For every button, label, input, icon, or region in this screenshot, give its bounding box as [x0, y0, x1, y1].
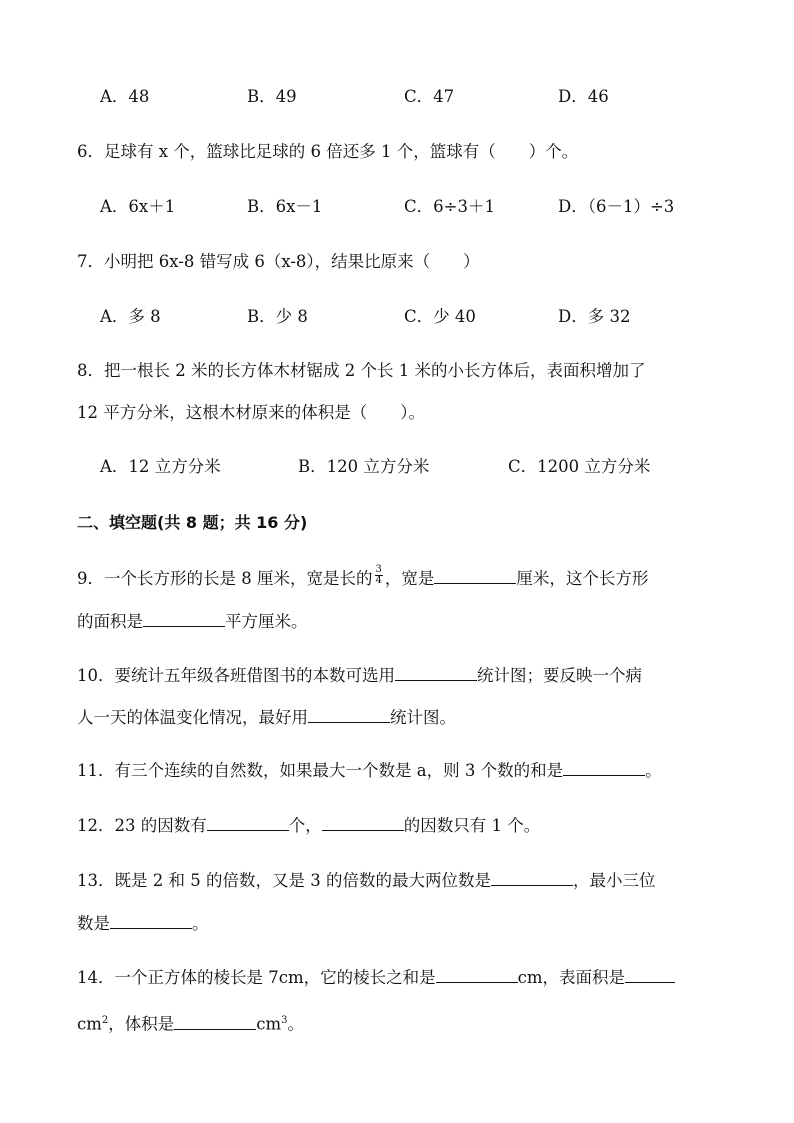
q14-line1 [77, 966, 675, 989]
q10-text-b: 统计图；要反映一个病 [477, 666, 642, 685]
q10-text-c: 人一天的体温变化情况，最好用 [77, 708, 308, 727]
q14-text-a: 14．一个正方体的棱长是 7cm，它的棱长之和是 [77, 968, 436, 987]
q9-fraction [375, 565, 383, 586]
q11-line [77, 759, 662, 782]
q14-text-b: cm，表面积是 [517, 968, 626, 987]
q7-option-a: A．多 8 [100, 307, 161, 326]
q12-text-a: 12．23 的因数有 [77, 816, 207, 835]
q11-text-b: 。 [645, 761, 662, 780]
q9-text-c: 厘米，这个长方形 [516, 569, 649, 588]
q13-text-c: 数是 [77, 914, 110, 933]
q8-option-b: B．120 立方分米 [298, 457, 430, 476]
q6-option-c: C．6÷3＋1 [404, 197, 495, 216]
q7-option-d: D．多 32 [558, 307, 631, 326]
q13-text-a: 13．既是 2 和 5 的倍数，又是 3 的倍数的最大两位数是 [77, 871, 491, 890]
q5-option-d: D．46 [558, 87, 609, 106]
q9-line2 [77, 610, 308, 633]
q10-line2 [77, 706, 456, 729]
q9-line1 [77, 564, 649, 590]
q11-blank[interactable] [563, 759, 645, 776]
q5-option-c: C．47 [404, 87, 455, 106]
q14-superscript-3: 3 [281, 1015, 288, 1026]
q10-text-d: 统计图。 [390, 708, 456, 727]
q12-text-b: 个， [288, 816, 322, 835]
q12-line [77, 814, 540, 837]
q9-blank-2[interactable] [143, 610, 225, 627]
q6-option-a: A．6x＋1 [100, 197, 176, 216]
q6-option-b: B．6x－1 [247, 197, 323, 216]
q13-text-d: 。 [192, 914, 209, 933]
q12-blank-1[interactable] [207, 814, 289, 831]
q13-text-b: ，最小三位 [572, 871, 656, 890]
q14-text-f: 。 [287, 1014, 305, 1034]
q6-stem: 6．足球有 x 个，篮球比足球的 6 倍还多 1 个，篮球有（ ）个。 [77, 142, 579, 161]
q8-option-a: A．12 立方分米 [100, 457, 221, 476]
q8-stem-line1: 8．把一根长 2 米的长方体木材锯成 2 个长 1 米的小长方体后，表面积增加了 [77, 361, 646, 380]
q8-option-c: C．1200 立方分米 [508, 457, 651, 476]
q10-text-a: 10．要统计五年级各班借图书的本数可选用 [77, 666, 395, 685]
q6-option-d: D．（6－1）÷3 [558, 197, 675, 216]
q9-text-d: 的面积是 [77, 612, 143, 631]
q9-blank-1[interactable] [434, 567, 516, 584]
q13-blank-2[interactable] [110, 912, 192, 929]
q10-line1 [77, 664, 642, 687]
section-heading: 二、填空题(共 8 题；共 16 分) [77, 513, 308, 532]
q13-blank-1[interactable] [491, 869, 573, 886]
q12-text-c: 的因数只有 1 个。 [403, 816, 541, 835]
q13-line1 [77, 869, 655, 892]
q9-text-a: 9．一个长方形的长是 8 厘米，宽是长的 [77, 569, 373, 588]
q5-option-a: A．48 [100, 87, 150, 106]
q14-text-c: cm [77, 1014, 102, 1034]
q14-text-e: cm [256, 1014, 282, 1034]
q9-text-b: ，宽是 [384, 569, 435, 588]
q10-blank-2[interactable] [308, 706, 390, 723]
q12-blank-2[interactable] [322, 814, 404, 831]
q9-text-e: 平方厘米。 [225, 612, 308, 631]
q9-frac-denominator: 4 [375, 575, 382, 586]
q10-blank-1[interactable] [395, 664, 477, 681]
q7-stem: 7．小明把 6x-8 错写成 6（x-8），结果比原来（ ） [77, 252, 480, 271]
q11-text-a: 11．有三个连续的自然数，如果最大一个数是 a，则 3 个数的和是 [77, 761, 564, 780]
q5-option-b: B．49 [247, 87, 297, 106]
q13-line2 [77, 912, 209, 935]
q14-superscript-2: 2 [101, 1015, 109, 1026]
q7-option-c: C．少 40 [404, 307, 476, 326]
q14-blank-2[interactable] [625, 966, 675, 983]
q9-frac-numerator: 3 [375, 564, 382, 575]
q7-option-b: B．少 8 [247, 307, 308, 326]
q14-text-d: ，体积是 [108, 1014, 175, 1034]
q14-blank-1[interactable] [436, 966, 518, 983]
q14-line2 [77, 1010, 304, 1036]
q8-stem-line2: 12 平方分米，这根木材原来的体积是（ ）。 [77, 403, 425, 422]
q14-blank-3[interactable] [174, 1013, 256, 1030]
